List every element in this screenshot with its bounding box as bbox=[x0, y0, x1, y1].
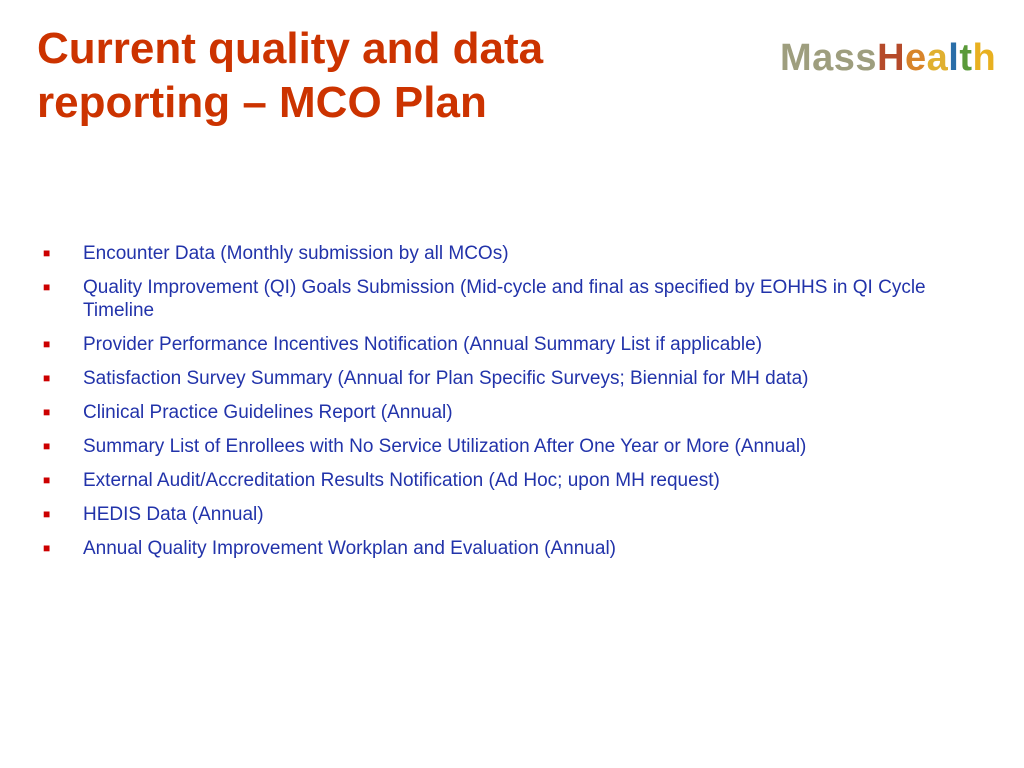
bullet-square-icon: ■ bbox=[43, 280, 51, 294]
bullet-text: Summary List of Enrollees with No Service Utilization After One Year or More (Annual) bbox=[83, 436, 807, 457]
list-item bbox=[43, 276, 993, 322]
masshealth-logo bbox=[780, 36, 996, 80]
logo-mass-text: Mass bbox=[780, 37, 878, 79]
bullet-square-icon: ■ bbox=[43, 507, 51, 521]
list-item bbox=[43, 469, 993, 492]
list-item bbox=[43, 503, 993, 526]
slide-title-line-1: Current quality and data bbox=[37, 24, 544, 73]
bullet-square-icon: ■ bbox=[43, 473, 51, 487]
list-item bbox=[43, 242, 993, 265]
logo-letter: h bbox=[972, 37, 997, 79]
bullet-text: Quality Improvement (QI) Goals Submission (Mid-cycle and final as specified by EOHHS in QI Cycle Timeline bbox=[83, 277, 926, 321]
bullet-text: Encounter Data (Monthly submission by all MCOs) bbox=[83, 243, 509, 264]
bullet-text: Annual Quality Improvement Workplan and Evaluation (Annual) bbox=[83, 538, 616, 559]
logo-letter: H bbox=[877, 37, 906, 79]
logo-letter: l bbox=[948, 37, 960, 79]
bullet-text: Provider Performance Incentives Notification (Annual Summary List if applicable) bbox=[83, 334, 763, 355]
bullet-text: HEDIS Data (Annual) bbox=[83, 504, 264, 525]
bullet-square-icon: ■ bbox=[43, 337, 51, 351]
reporting-bullet-list bbox=[43, 242, 993, 571]
logo-health-text bbox=[877, 37, 996, 79]
bullet-text: Satisfaction Survey Summary (Annual for Plan Specific Surveys; Biennial for MH data) bbox=[83, 368, 809, 389]
bullet-square-icon: ■ bbox=[43, 541, 51, 555]
bullet-square-icon: ■ bbox=[43, 246, 51, 260]
bullet-square-icon: ■ bbox=[43, 371, 51, 385]
list-item bbox=[43, 537, 993, 560]
bullet-text: External Audit/Accreditation Results Notification (Ad Hoc; upon MH request) bbox=[83, 470, 720, 491]
logo-letter: t bbox=[959, 37, 973, 79]
bullet-text: Clinical Practice Guidelines Report (Annual) bbox=[83, 402, 453, 423]
slide-title-line-2: reporting – MCO Plan bbox=[37, 78, 487, 127]
bullet-square-icon: ■ bbox=[43, 405, 51, 419]
logo-letter: e bbox=[905, 37, 927, 79]
list-item bbox=[43, 401, 993, 424]
list-item bbox=[43, 435, 993, 458]
slide-title bbox=[37, 22, 737, 130]
logo-letter: a bbox=[926, 37, 949, 79]
bullet-square-icon: ■ bbox=[43, 439, 51, 453]
list-item bbox=[43, 333, 993, 356]
list-item bbox=[43, 367, 993, 390]
